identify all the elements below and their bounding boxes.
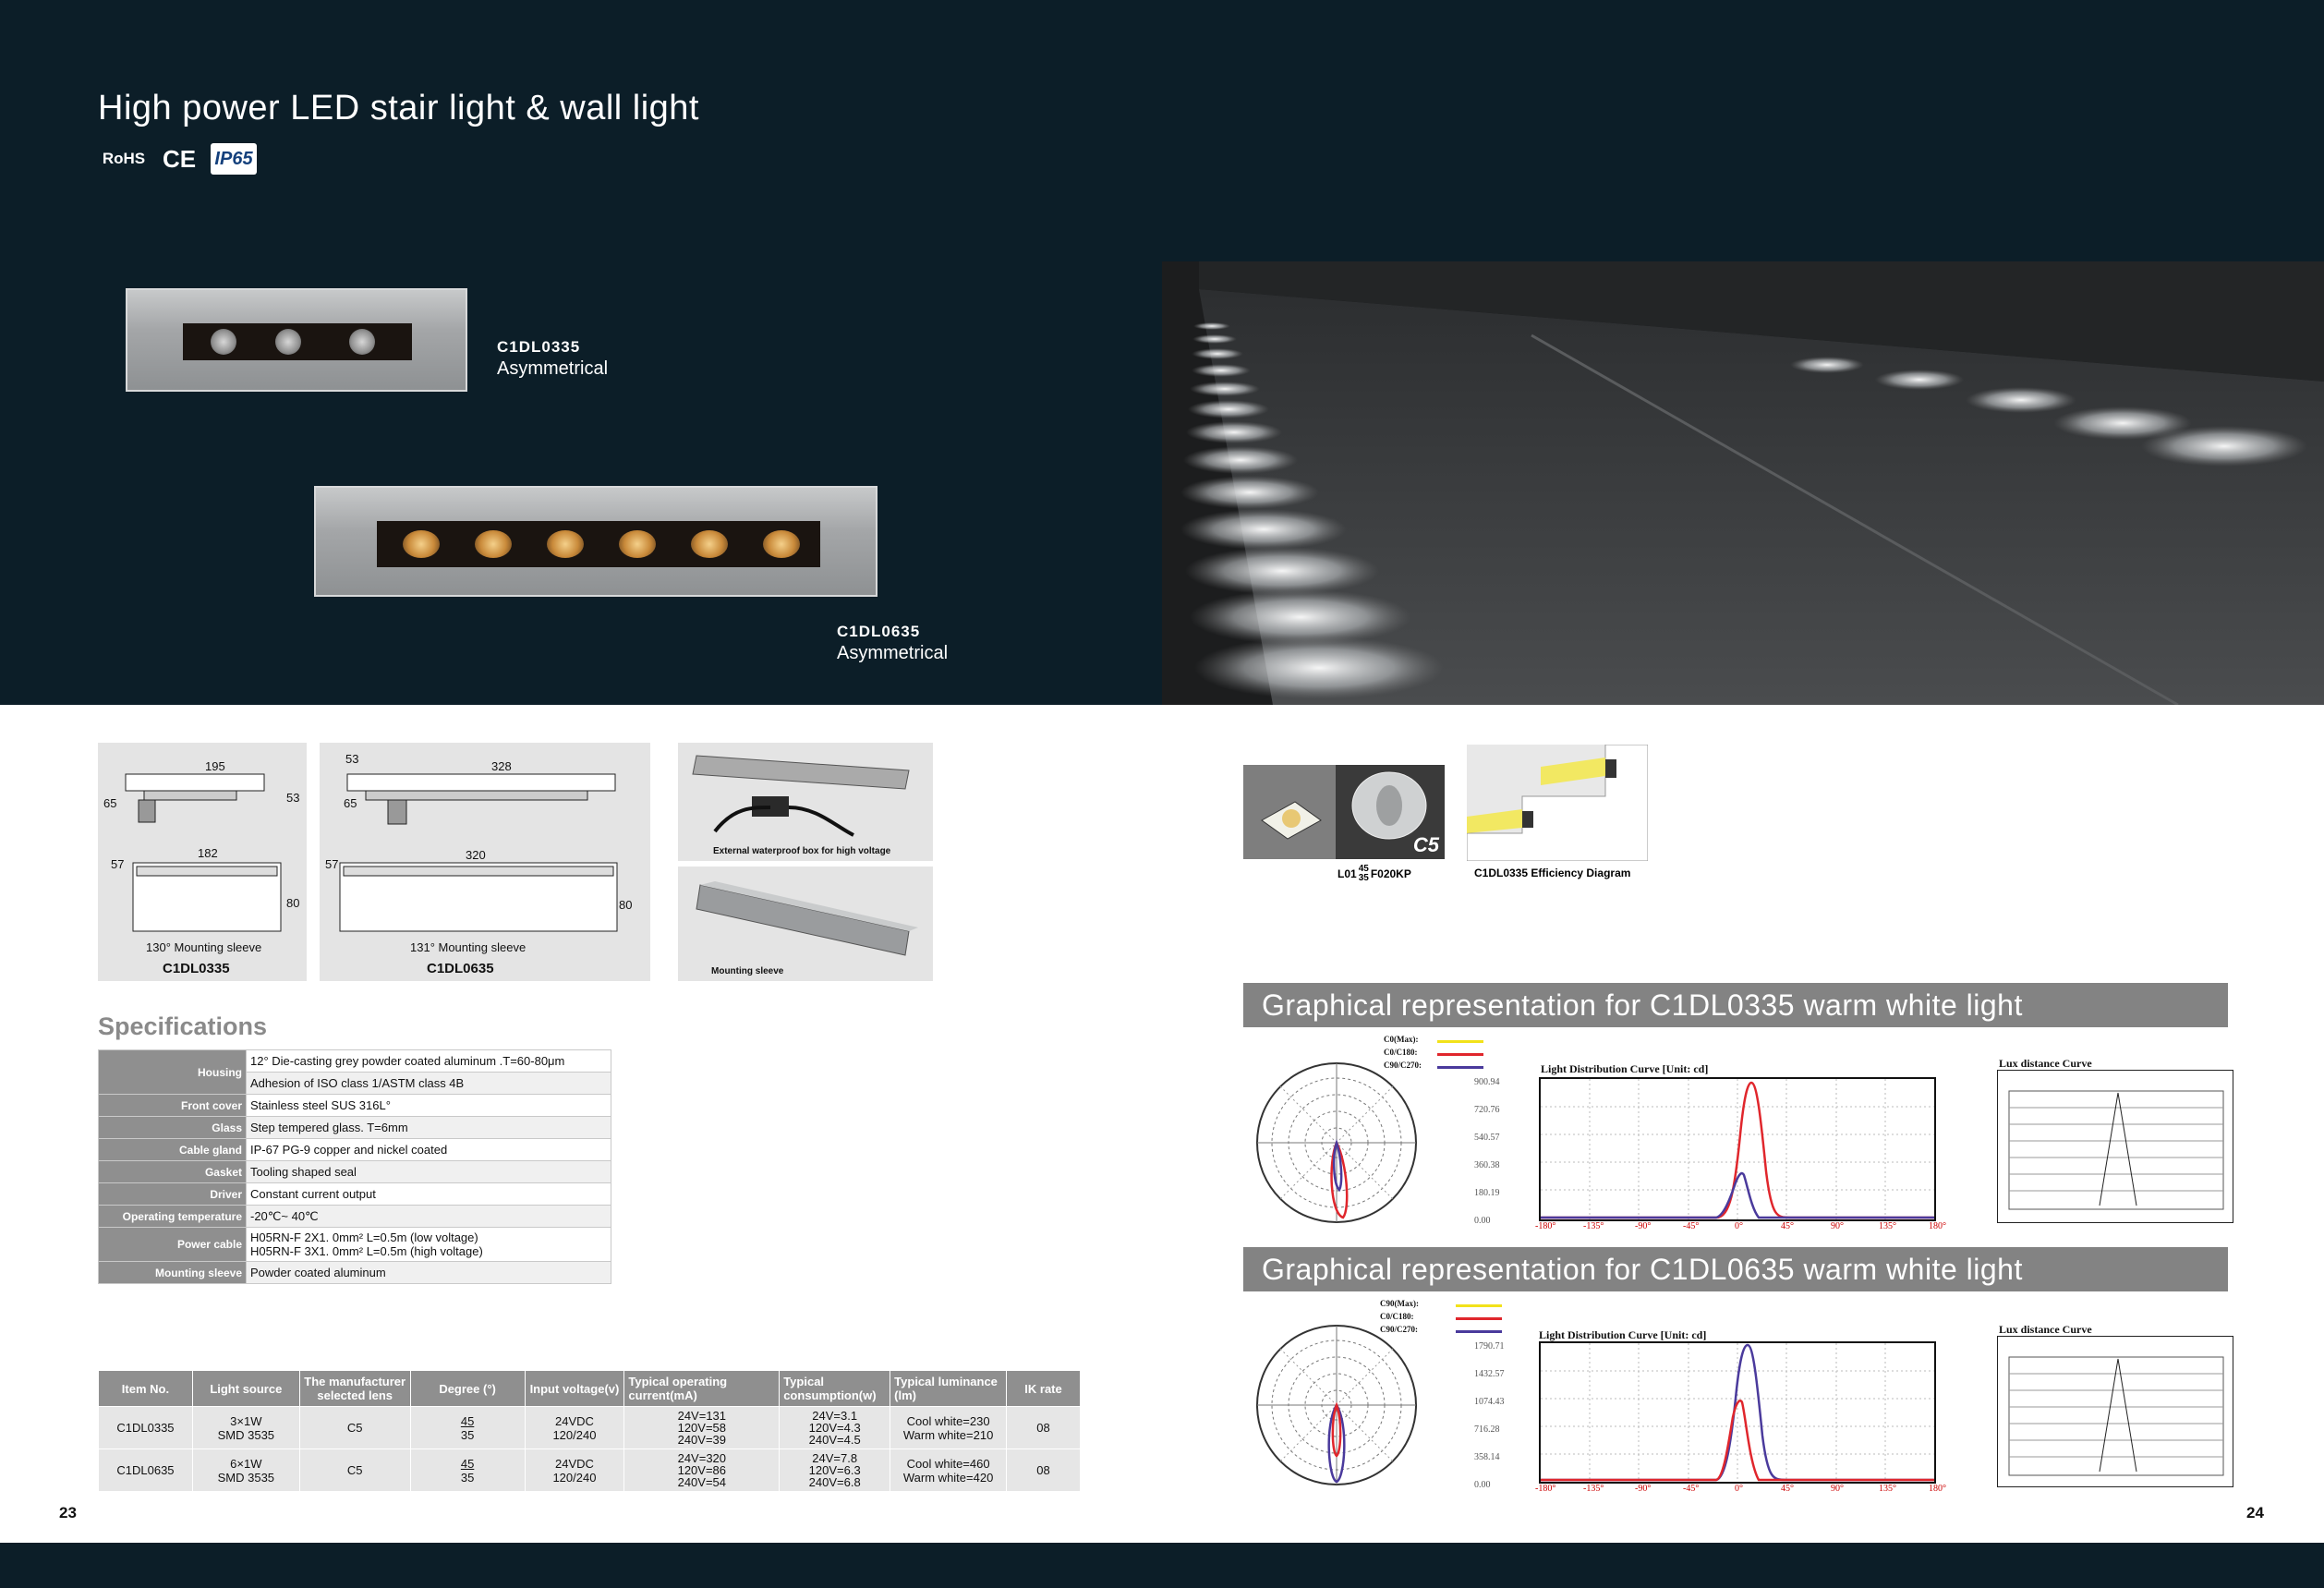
ldc-chart-c1dl0635 xyxy=(1539,1341,1936,1484)
specifications-heading: Specifications xyxy=(98,1012,268,1040)
table-row: C1DL0335 3×1W SMD 3535 C5 45 35 24VDC 120/240 24V=131 120V=58 240V=39 24V=3.1 120V=4.3 240V=4.5 Cool white=230 Warm white=210 08 xyxy=(99,1407,1081,1449)
lens-photo: C5 xyxy=(1336,765,1445,859)
legend-swatch-yellow xyxy=(1437,1040,1483,1043)
lux-distance-chart-c1dl0635 xyxy=(1997,1336,2233,1487)
spec-row: Housing 12° Die-casting grey powder coated aluminum .T=60-80μm xyxy=(99,1050,611,1073)
ce-logo: CE xyxy=(162,144,197,173)
product-desc: Asymmetrical xyxy=(837,643,949,663)
efficiency-caption: C1DL0335 Efficiency Diagram xyxy=(1474,867,1631,879)
spec-row: Driver Constant current output xyxy=(99,1183,611,1206)
lux-title: Lux distance Curve xyxy=(1999,1057,2092,1070)
mounting-sleeve-photo: Mounting sleeve xyxy=(678,867,933,981)
spec-row: Gasket Tooling shaped seal xyxy=(99,1161,611,1183)
page-title: High power LED stair light & wall light xyxy=(98,89,699,127)
ldc-title: Light Distribution Curve [Unit: cd] xyxy=(1539,1328,1707,1341)
legend-swatch-purple xyxy=(1437,1066,1483,1069)
legend-swatch-purple xyxy=(1456,1330,1502,1333)
spec-row: Front cover Stainless steel SUS 316L° xyxy=(99,1095,611,1117)
installation-photo xyxy=(1162,261,2324,705)
specifications-table xyxy=(98,1049,611,1284)
lux-distance-chart-c1dl0335 xyxy=(1997,1070,2233,1223)
items-table xyxy=(98,1370,1081,1492)
efficiency-diagram xyxy=(1467,745,1648,861)
ldc-chart-c1dl0335 xyxy=(1539,1077,1936,1221)
legend-swatch-yellow xyxy=(1456,1304,1502,1307)
spec-row: Cable gland IP-67 PG-9 copper and nickel coated xyxy=(99,1139,611,1161)
lens-code: L01 45 35 F020KP xyxy=(1338,864,1411,883)
spec-row: Operating temperature -20℃~ 40℃ xyxy=(99,1206,611,1228)
spec-row: Mounting sleeve Powder coated aluminum xyxy=(99,1262,611,1284)
graph-band-c1dl0635: Graphical representation for C1DL0635 warm white light xyxy=(1243,1247,2228,1291)
table-row: C1DL0635 6×1W SMD 3535 C5 45 35 24VDC 120/240 24V=320 120V=86 240V=54 24V=7.8 120V=6.3 240V=6.8 Cool white=460 Warm white=420 08 xyxy=(99,1449,1081,1492)
drawing-c1dl0635: 328 65 53 320 57 80 131° Mounting sleeve C1DL0635 xyxy=(320,743,650,981)
footer-band xyxy=(0,1543,2324,1588)
product-desc: Asymmetrical xyxy=(497,358,609,379)
product-image-c1dl0335 xyxy=(126,288,467,392)
product-code: C1DL0635 xyxy=(837,623,921,640)
waterproof-box-photo: External waterproof box for high voltage xyxy=(678,743,933,861)
spec-row: Glass Step tempered glass. T=6mm xyxy=(99,1117,611,1139)
led-chip-photo xyxy=(1243,765,1336,859)
product-code: C1DL0335 xyxy=(497,338,581,356)
graph-band-c1dl0335: Graphical representation for C1DL0335 warm white light xyxy=(1243,983,2228,1027)
polar-chart-c1dl0635 xyxy=(1254,1323,1419,1487)
ip65-logo: IP65 xyxy=(211,143,257,175)
rohs-logo: RoHS xyxy=(102,150,146,167)
legend-swatch-red xyxy=(1456,1317,1502,1320)
table-header-row: Item No. Light source The manufacturer selected lens Degree (°) Input voltage(v) Typical operating current(mA) Typical consumption(w) Typical luminance (lm) IK rate xyxy=(99,1371,1081,1407)
page-number-left: 23 xyxy=(59,1504,77,1521)
page-number-right: 24 xyxy=(2246,1504,2264,1521)
spec-row: Adhesion of ISO class 1/ASTM class 4B xyxy=(99,1073,611,1095)
lux-title: Lux distance Curve xyxy=(1999,1323,2092,1336)
ldc-title: Light Distribution Curve [Unit: cd] xyxy=(1541,1062,1709,1075)
spec-row: Power cable H05RN-F 2X1. 0mm² L=0.5m (low voltage) H05RN-F 3X1. 0mm² L=0.5m (high voltage) xyxy=(99,1228,611,1262)
legend-swatch-red xyxy=(1437,1053,1483,1056)
product-image-c1dl0635 xyxy=(314,486,878,597)
polar-chart-c1dl0335 xyxy=(1254,1061,1419,1225)
drawing-c1dl0335: 195 65 53 182 57 80 130° Mounting sleeve C1DL0335 xyxy=(98,743,307,981)
